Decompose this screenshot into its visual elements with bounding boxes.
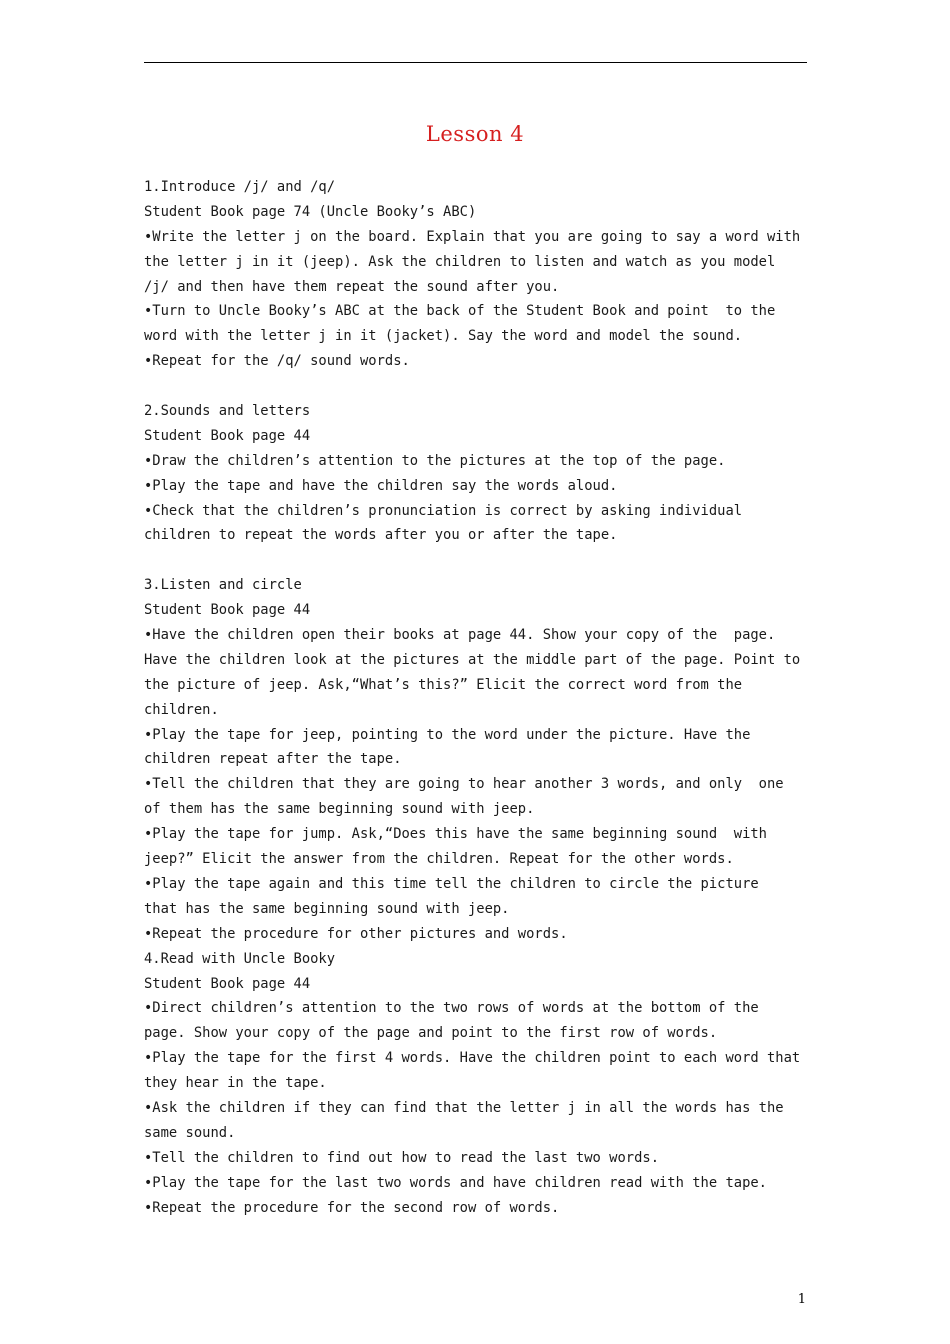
text-line: Have the children look at the pictures at the middle part of the page. Point to: [144, 651, 801, 668]
text-line: •Play the tape and have the children say the words aloud.: [144, 477, 618, 494]
text-line: /j/ and then have them repeat the sound after you.: [144, 278, 560, 295]
text-line: same sound.: [144, 1124, 236, 1141]
text-line: Student Book page 44: [144, 975, 311, 992]
text-line: 1.Introduce /j/ and /q/: [144, 179, 336, 195]
text-line: •Ask the children if they can find that the letter j in all the words has the: [144, 1099, 784, 1116]
text-line: •Play the tape again and this time tell the children to circle the picture: [144, 875, 759, 892]
text-line: children repeat after the tape.: [144, 751, 402, 768]
header-rule: [144, 62, 807, 63]
text-line: they hear in the tape.: [144, 1075, 327, 1092]
blank-line: [144, 374, 814, 399]
text-line: •Turn to Uncle Booky’s ABC at the back of the Student Book and point to the: [144, 303, 776, 320]
text-line: •Repeat the procedure for other pictures and words.: [144, 925, 568, 942]
text-line: •Direct children’s attention to the two rows of words at the bottom of the: [144, 1000, 759, 1017]
text-line: the picture of jeep. Ask,“What’s this?” Elicit the correct word from the: [144, 676, 743, 693]
text-line: page. Show your copy of the page and point to the first row of words.: [144, 1025, 718, 1042]
text-line: 4.Read with Uncle Booky: [144, 950, 336, 967]
text-line: •Repeat for the /q/ sound words.: [144, 353, 410, 370]
text-line: •Play the tape for the first 4 words. Have the children point to each word that: [144, 1050, 801, 1067]
text-line: 3.Listen and circle: [144, 577, 302, 594]
text-line: •Play the tape for the last two words and have children read with the tape.: [144, 1174, 767, 1191]
text-line: jeep?” Elicit the answer from the children. Repeat for the other words.: [144, 851, 734, 868]
text-line: •Tell the children to find out how to read the last two words.: [144, 1149, 659, 1166]
text-line: word with the letter j in it (jacket). Say the word and model the sound.: [144, 328, 743, 345]
text-line: children.: [144, 701, 219, 718]
text-line: •Have the children open their books at page 44. Show your copy of the page.: [144, 627, 776, 644]
text-line: •Draw the children’s attention to the pictures at the top of the page.: [144, 452, 726, 469]
text-line: •Play the tape for jump. Ask,“Does this have the same beginning sound with: [144, 826, 767, 843]
text-line: •Play the tape for jeep, pointing to the word under the picture. Have the: [144, 726, 751, 743]
text-line: •Check that the children’s pronunciation is correct by asking individual: [144, 502, 743, 519]
text-line: Student Book page 74 (Uncle Booky’s ABC): [144, 203, 477, 220]
text-line: that has the same beginning sound with jeep.: [144, 900, 510, 917]
text-line: •Repeat the procedure for the second row of words.: [144, 1199, 560, 1216]
text-line: the letter j in it (jeep). Ask the children to listen and watch as you model: [144, 253, 776, 270]
text-line: Student Book page 44: [144, 602, 311, 619]
lesson-body: [144, 175, 814, 1220]
page-title: Lesson 4: [425, 122, 525, 146]
text-line: 2.Sounds and letters: [144, 403, 311, 420]
blank-line: [144, 548, 814, 573]
text-line: children to repeat the words after you or after the tape.: [144, 527, 618, 544]
text-line: of them has the same beginning sound with jeep.: [144, 801, 535, 818]
text-line: •Tell the children that they are going to hear another 3 words, and only one: [144, 776, 784, 793]
text-line: •Write the letter j on the board. Explain that you are going to say a word with: [144, 228, 801, 245]
text-line: Student Book page 44: [144, 427, 311, 444]
page-number: 1: [797, 1292, 806, 1307]
